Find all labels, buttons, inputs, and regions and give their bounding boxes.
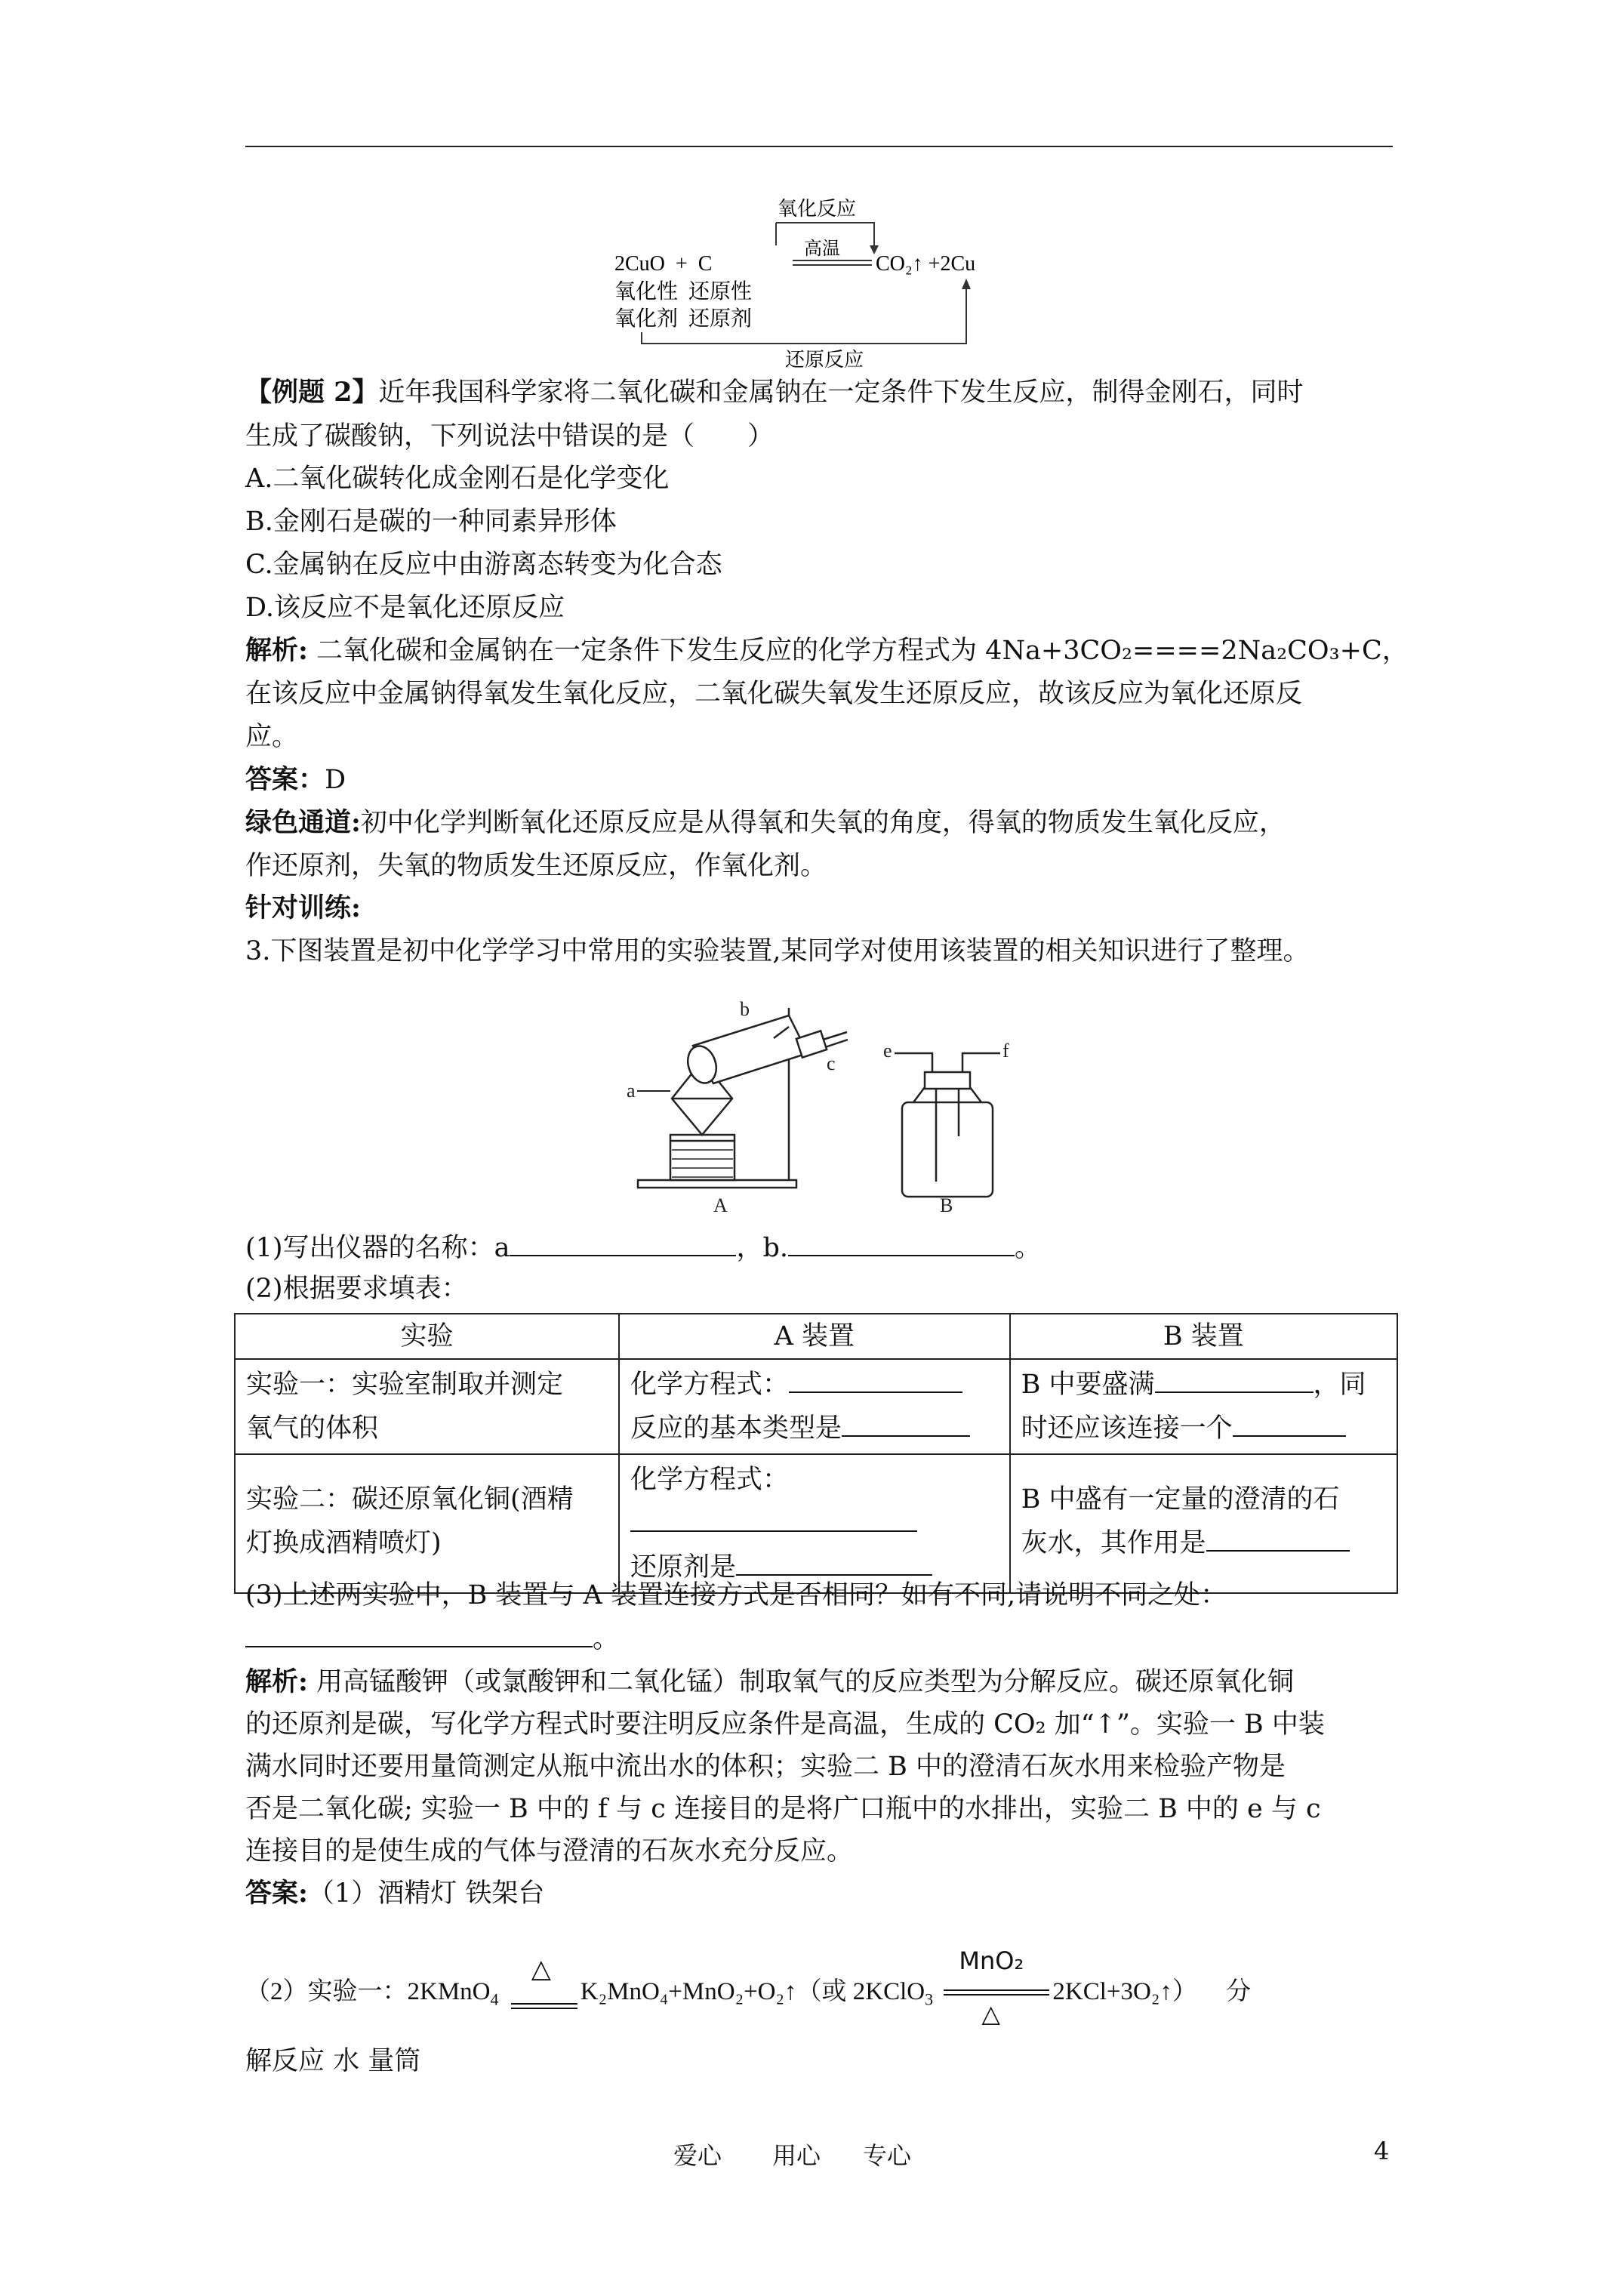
answer-blank-a[interactable] xyxy=(510,1232,736,1256)
a-device-cell: 化学方程式： 反应的基本类型是 xyxy=(619,1359,1010,1454)
green-channel-line1: 绿色通道:初中化学判断氧化还原反应是从得氧和失氧的角度，得氧的物质发生氧化反应， xyxy=(245,807,1286,838)
apparatus-figure xyxy=(627,985,1019,1216)
property-row: 氧化性 还原性 xyxy=(614,280,753,304)
table-header: B 装置 xyxy=(1010,1314,1397,1359)
b-device-cell: B 中盛有一定量的澄清的石 灰水，其作用是 xyxy=(1010,1454,1397,1593)
a-device-cell: 化学方程式： 还原剂是 xyxy=(619,1454,1010,1593)
example2-analysis-line3: 应。 xyxy=(245,722,299,752)
b-device-cell: B 中要盛满 ，同 时还应该连接一个 xyxy=(1010,1359,1397,1454)
q3-part3: (3)上述两实验中，B 装置与 A 装置连接方式是否相同？如有不同,请说明不同之处： xyxy=(245,1580,1227,1610)
connect-blank[interactable] xyxy=(1233,1413,1346,1437)
example2-analysis-line1: 解析: 二氧化碳和金属钠在一定条件下发生反应的化学方程式为 4Na+3CO₂====2Na₂CO₃+C， xyxy=(245,635,1409,666)
footer-motto-3: 专心 xyxy=(863,2141,912,2170)
table-header: 实验 xyxy=(235,1314,619,1359)
q3-analysis-line2: 的还原剂是碳，写化学方程式时要注明反应条件是高温，生成的 CO₂ 加“↑”。实验一 B 中装 xyxy=(245,1709,1325,1740)
label-a: a xyxy=(627,1080,636,1102)
label-B: B xyxy=(940,1194,953,1216)
footer-motto-1: 爱心 xyxy=(673,2141,722,2170)
q3-answer-line3: 解反应 水 量筒 xyxy=(245,2046,421,2076)
agent-row: 氧化剂 还原剂 xyxy=(614,307,753,331)
reaction-type-blank[interactable] xyxy=(842,1413,970,1437)
label-b: b xyxy=(740,998,750,1020)
difference-blank[interactable] xyxy=(245,1623,593,1647)
footer-motto-2: 用心 xyxy=(772,2141,821,2170)
equation-right: CO₂↑ +2Cu xyxy=(876,252,976,276)
example2-answer: 答案：D xyxy=(245,764,346,795)
q3-intro: 3.下图装置是初中化学学习中常用的实验装置,某同学对使用该装置的相关知识进行了整理。 xyxy=(245,936,1310,966)
option-d: D.该反应不是氧化还原反应 xyxy=(245,593,565,623)
apparatus-a xyxy=(638,1008,848,1188)
q3-part3-blank-line: 。 xyxy=(245,1623,619,1654)
table-header: A 装置 xyxy=(619,1314,1010,1359)
answer-blank-b[interactable] xyxy=(788,1232,1015,1256)
oxidation-label: 氧化反应 xyxy=(778,198,857,220)
q3-analysis-line5: 连接目的是使生成的气体与澄清的石灰水充分反应。 xyxy=(245,1836,854,1866)
green-channel-line2: 作还原剂，失氧的物质发生还原反应，作氧化剂。 xyxy=(245,851,827,881)
q3-answer-line1: 答案:（1）酒精灯 铁架台 xyxy=(245,1878,545,1909)
header-rule xyxy=(245,146,1393,147)
reduction-label: 还原反应 xyxy=(785,349,864,370)
example2-analysis-line2: 在该反应中金属钠得氧发生氧化反应，二氧化碳失氧发生还原反应，故该反应为氧化还原反 xyxy=(245,679,1303,709)
option-b: B.金刚石是碳的一种同素异形体 xyxy=(245,507,617,537)
table-row xyxy=(235,1359,1397,1454)
equation-left: 2CuO + C xyxy=(614,252,713,276)
redox-diagram xyxy=(611,193,1004,370)
q3-part2: (2)根据要求填表： xyxy=(245,1274,468,1304)
label-A: A xyxy=(713,1194,728,1216)
reducer-blank[interactable] xyxy=(736,1552,932,1576)
purpose-blank[interactable] xyxy=(1206,1527,1350,1552)
equation-blank[interactable] xyxy=(630,1508,917,1532)
training-label: 针对训练: xyxy=(245,892,361,923)
option-c: C.金属钠在反应中由游离态转变为化合态 xyxy=(245,550,722,580)
q3-analysis-line4: 否是二氧化碳; 实验一 B 中的 f 与 c 连接目的是将广口瓶中的水排出，实验二 B 中的 e 与 c xyxy=(245,1794,1321,1824)
q3-part1: (1)写出仪器的名称：a ，b. 。 xyxy=(245,1233,1041,1263)
experiment-table xyxy=(234,1313,1398,1594)
equation-blank[interactable] xyxy=(789,1369,962,1393)
page-number: 4 xyxy=(1374,2137,1390,2165)
experiment-cell: 实验二：碳还原氧化铜(酒精 灯换成酒精喷灯) xyxy=(235,1454,619,1593)
q3-analysis-line3: 满水同时还要用量筒测定从瓶中流出水的体积；实验二 B 中的澄清石灰水用来检验产物是 xyxy=(245,1752,1286,1782)
apparatus-b xyxy=(895,1053,1000,1197)
label-c: c xyxy=(827,1052,836,1074)
q3-analysis-line1: 解析: 用高锰酸钾（或氯酸钾和二氧化锰）制取氧气的反应类型为分解反应。碳还原氧化铜 xyxy=(245,1666,1295,1697)
option-a: A.二氧化碳转化成金刚石是化学变化 xyxy=(245,464,670,494)
q3-answer-line2: （2）实验一：2KMnO$_4$ △ K₂MnO₄+MnO₂+O₂↑（或 2KClO$_3$ MnO₂ △ 2KCl+3O₂↑） 分 xyxy=(245,1946,1252,2027)
experiment-cell: 实验一：实验室制取并测定 氧气的体积 xyxy=(235,1359,619,1454)
table-header-row xyxy=(235,1314,1397,1359)
label-e: e xyxy=(883,1040,892,1062)
catalyst-condition: MnO₂ △ xyxy=(939,1985,1052,2015)
table-row xyxy=(235,1454,1397,1593)
label-f: f xyxy=(1002,1040,1009,1062)
example2-question-line1: 【例题 2】近年我国科学家将二氧化碳和金属钠在一定条件下发生反应，制得金刚石，同时 xyxy=(245,377,1304,408)
fill-blank[interactable] xyxy=(1155,1369,1313,1393)
condition-label: 高温 xyxy=(804,239,840,259)
heat-condition: △ xyxy=(505,1985,581,2015)
example2-question-line2: 生成了碳酸钠，下列说法中错误的是（ ） xyxy=(245,421,775,451)
